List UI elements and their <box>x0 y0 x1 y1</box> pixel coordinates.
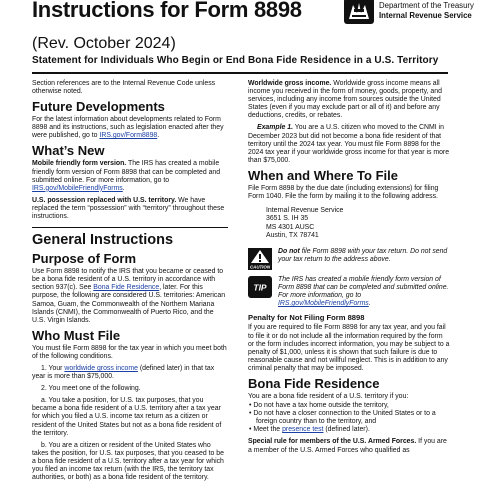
penalty-text: If you are required to file Form 8898 for any tax year, and you fail to file it or do not include all the information required by the form or the form includes incorrect information, you may be subject to a penalty of $1,000, unless it is shown that such failure is due to reasonable cause and not willful neglect. This is in addition to any criminal penalty that may be imposed. <box>248 324 450 372</box>
condition-1-a: 1. Your <box>41 364 63 372</box>
page-title: Instructions for Form 8898 <box>32 0 302 22</box>
who-must-file-heading: Who Must File <box>32 327 121 343</box>
mobile-friendly-label: Mobile friendly form version. <box>32 160 127 168</box>
bullet-2-text: Do not have a closer connection to the United States or to a foreign country than to the territory, and <box>253 410 436 426</box>
address-line: MS 4301 AUSC <box>266 223 315 231</box>
bullet-item: • Do not have a tax home outside the territory, <box>249 402 389 410</box>
address-line: 3651 S. IH 35 <box>266 215 309 223</box>
purpose-paragraph <box>32 268 228 325</box>
address-line: Austin, TX 78741 <box>266 231 319 239</box>
tip-icon <box>248 276 272 298</box>
bullet-3-a: Meet the <box>253 426 281 434</box>
address-line: Internal Revenue Service <box>266 207 344 215</box>
bullet-item: • Do not have a closer connection to the United States or to a foreign country than to the territory, and <box>249 410 436 426</box>
mobile-friendly-link[interactable]: IRS.gov/MobileFriendlyForms <box>32 184 123 192</box>
purpose-heading: Purpose of Form <box>32 251 137 267</box>
form8898-link[interactable]: IRS.gov/Form8898 <box>99 132 158 140</box>
example-label: Example 1. <box>257 124 294 132</box>
tip-text: The IRS has created a mobile friendly form version of Form 8898 that can be completed and submitted online. For more information, go to <box>278 275 449 300</box>
territory-label: U.S. possession replaced with U.S. territory. <box>32 196 177 204</box>
bona-fide-residence-heading: Bona Fide Residence <box>248 375 380 391</box>
caution-text: file Form 8898 with your tax return. Do not send your tax return to the address above. <box>278 247 448 264</box>
mailing-address <box>266 207 450 240</box>
mobile-friendly-paragraph: Mobile friendly form version. The IRS has created a mobile friendly form version of Form 8898 that can be completed and submitted online. For more information, go to IRS.gov/MobileFriendlyForms. <box>32 160 221 192</box>
form-subtitle: Statement for Individuals Who Begin or End Bona Fide Residence in a U.S. Territory <box>32 55 439 66</box>
irs-eagle-logo-icon <box>343 0 375 25</box>
special-rule-text: If you are a member of the U.S. Armed Forces who qualified as <box>248 438 447 454</box>
agency-department: Department of the Treasury <box>379 1 474 10</box>
bullet-item: • Meet the presence test (defined later). <box>249 426 370 434</box>
general-instructions-heading: General Instructions <box>32 227 228 248</box>
condition-2a: a. You take a position, for U.S. tax purposes, that you became a bona fide resident of a U.S. territory after a tax year for which you filed a U.S. income tax return as a citizen or resident of the United States but not as a bona fide resident of the territory. <box>32 397 222 437</box>
tip-mobile-link[interactable]: IRS.gov/MobileFriendlyForms <box>278 300 369 308</box>
who-must-file-text: You must file Form 8898 for the tax year in which you meet both of the following conditions. <box>32 344 227 360</box>
condition-2: 2. You meet one of the following. <box>41 385 141 393</box>
condition-2b: b. You are a citizen or resident of the United States who takes the position, for U.S. tax purposes, that you ceased to be a bona fide resident of a U.S. territory after a tax year for which you filed an income tax return (with the IRS, the territory tax authorities, or both) as a bona fide resident of the territory. <box>32 441 224 482</box>
wgi-text: Worldwide gross income means all income you received in the form of money, goods, property, and services, including any income from sources outside the United States (even if you may exclude part or all of it) and before any deductions, credits, or rebates. <box>248 80 442 120</box>
purpose-text-b: , later. For this purpose, the following are considered U.S. territories: American Samoa, Guam, the Commonwealth of the Northern Mariana Islands (CNMI), the Commonwealth of Puerto Rico, and the U.S. Virgin Islands. <box>32 284 226 324</box>
future-developments-text: For the latest information about developments related to Form 8898 and its instructions, such as legislation enacted after they were published, go to IRS.gov/Form8898. <box>32 116 224 140</box>
purpose-text-a: Use Form 8898 to notify the IRS that you became or ceased to be a bona fide resident of a U.S. territory in accordance with section 937(c). See <box>32 268 224 292</box>
tip-note: TIP The IRS has created a mobile friendly form version of Form 8898 that can be completed and submitted online. For more information, go to IRS.gov/MobileFriendlyForms. <box>248 276 450 308</box>
future-text: For the latest information about developments related to Form 8898 and its instructions, such as legislation enacted after they were published, go to <box>32 116 224 140</box>
example-text: You are a U.S. citizen who moved to the CNMI in December 2023 but did not become a bona fide resident of that territory until the 2024 tax year. You must file Form 8898 for the 2024 tax year if your worldwide gross income for that year is more than $75,000. <box>248 124 450 164</box>
example-1-paragraph <box>248 124 450 164</box>
agency-name <box>379 1 474 20</box>
when-where-heading: When and Where To File <box>248 167 398 183</box>
bona-fide-residence-link[interactable]: Bona Fide Residence <box>93 284 160 292</box>
caution-note <box>248 248 450 270</box>
bullet-3-b: (defined later). <box>323 426 370 434</box>
special-rule-paragraph <box>248 438 450 454</box>
header-divider <box>32 72 448 74</box>
tip-label: TIP <box>253 282 267 293</box>
worldwide-gross-income-link[interactable]: worldwide gross income <box>64 364 138 372</box>
document-header <box>32 0 474 69</box>
caution-icon <box>248 248 272 270</box>
caution-text-wrap <box>278 248 447 263</box>
territory-text: We have replaced the term “possession” with “territory” throughout these instructions. <box>32 196 225 221</box>
when-where-text: File Form 8898 by the due date (including extensions) for filing Form 1040. File the form by mailing it to the following address. <box>248 184 439 201</box>
condition-1 <box>32 365 228 381</box>
bullet-1-text: Do not have a tax home outside the territory, <box>253 402 389 410</box>
penalty-heading: Penalty for Not Filing Form 8898 <box>248 313 365 323</box>
presence-test-link[interactable]: presence test <box>282 426 324 434</box>
intro-text: Section references are to the Internal Revenue Code unless otherwise noted. <box>32 80 216 96</box>
bona-fide-residence-text: You are a bona fide resident of a U.S. territory if you: <box>248 392 409 400</box>
caution-do-not: Do not <box>278 247 300 255</box>
condition-1-b: (defined later) in that tax year is more than $75,000. <box>32 364 215 381</box>
caution-label: CAUTION <box>249 264 271 270</box>
worldwide-gross-income-paragraph <box>248 80 450 120</box>
left-column <box>32 80 228 486</box>
right-column <box>248 80 450 459</box>
revision-date: (Rev. October 2024) <box>32 35 176 52</box>
future-developments-heading: Future Developments <box>32 99 165 115</box>
agency-service: Internal Revenue Service <box>379 10 472 20</box>
wgi-label: Worldwide gross income. <box>248 80 332 87</box>
territory-paragraph <box>32 197 228 221</box>
special-rule-label: Special rule for members of the U.S. Armed Forces. <box>248 438 417 446</box>
whats-new-heading: What’s New <box>32 143 105 159</box>
mobile-friendly-text: The IRS has created a mobile friendly form version of Form 8898 that can be completed and submitted online. For more information, go to <box>32 160 221 184</box>
